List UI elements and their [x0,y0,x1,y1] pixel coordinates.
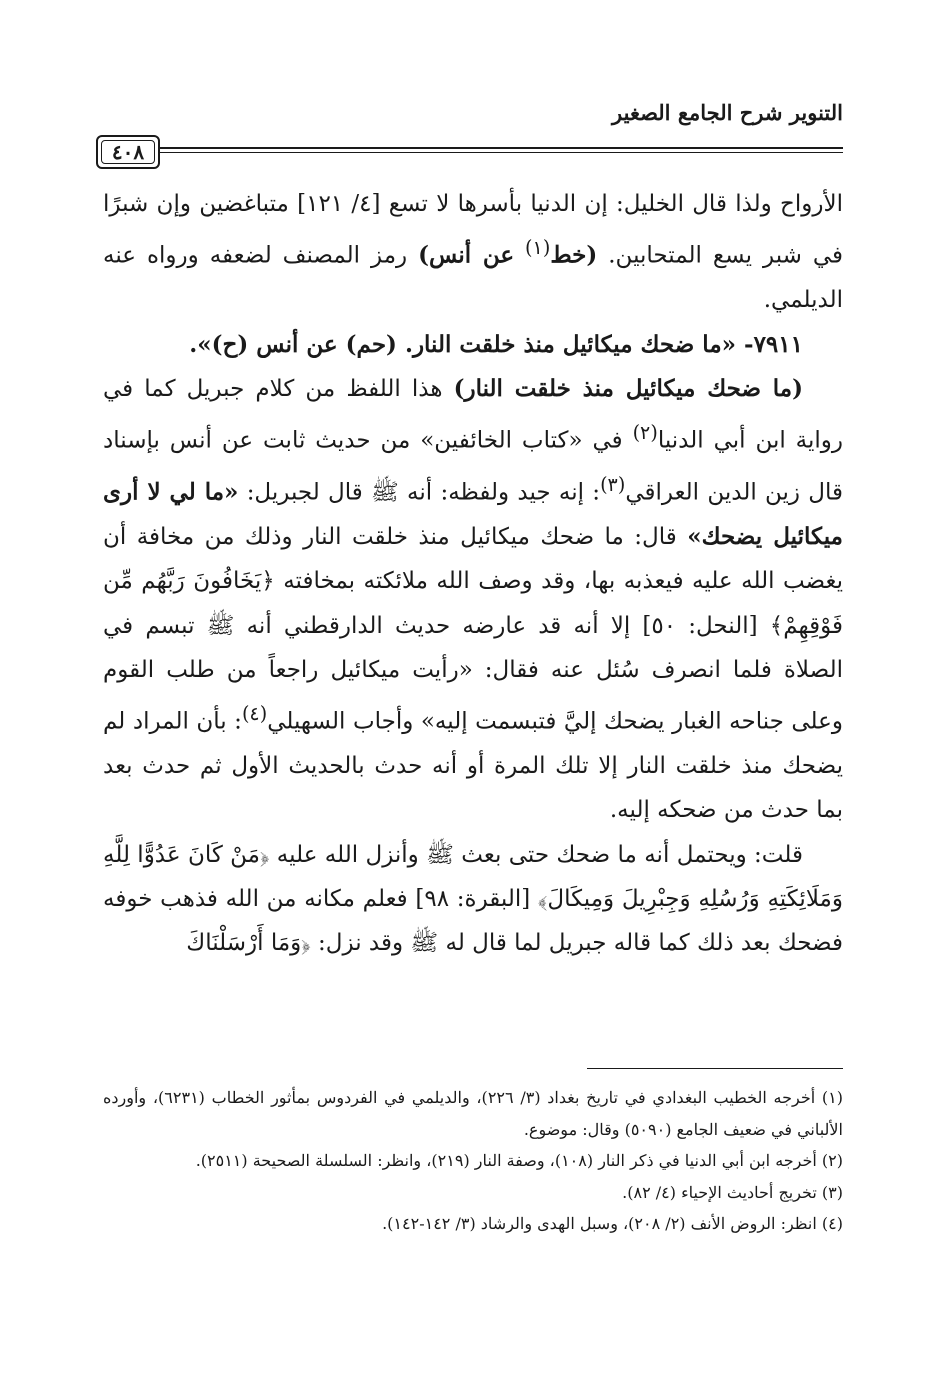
footnote-2: (٢) أخرجه ابن أبي الدنيا في ذكر النار (١٠٨)، وصفة النار (٢١٩)، وانظر: السلسلة الصحيحة (٢٥١١). [195,1151,843,1170]
footnote-4: (٤) انظر: الروض الأنف (٢/ ٢٠٨)، وسبل الهدى والرشاد (٣/ ١٤٢-١٤٢). [382,1214,843,1233]
footnote-ref-4: (٤) [241,702,268,726]
footnote-ref-3: (٣) [600,473,626,497]
footnote-ref-2: (٢) [632,421,658,445]
header-rule-thin [106,152,843,153]
paragraph-3: قلت: ويحتمل أنه ما ضحك حتى بعث ﷺ وأنزل الله عليه ﴿مَنْ كَانَ عَدُوًّا لِلَّهِ وَمَلَائِكَتِهِ وَرُسُلِهِ وَجِبْرِيلَ وَمِيكَالَ﴾ [البقرة: ٩٨] فعلم مكانه من الله فذهب خوفه فضحك بعد ذلك كما قاله جبريل لما قال له ﷺ وقد نزل: ﴿وَمَا أَرْسَلْنَاكَ [103,841,843,957]
footnote-3: (٣) تخريج أحاديث الإحياء (٤/ ٨٢). [622,1182,843,1202]
lemma: (ما ضحك ميكائيل منذ خلقت النار) [453,374,803,402]
footnote-separator [587,1068,843,1069]
page-number: ٤٠٨ [96,135,160,169]
footnote-1: (١) أخرجه الخطيب البغدادي في تاريخ بغداد (٣/ ٢٢٦)، والديلمي في الفردوس بمأثور الخطاب (٦٢٣١)، وأورده الألباني في ضعيف الجامع (٥٠٩٠) وقال: موضوع. [103,1088,844,1139]
source-narrator: عن أنس [429,241,515,269]
quoted-hadith: «ما لي لا أرى ميكائيل يضحك» [103,478,843,551]
running-title: التنوير شرح الجامع الصغير [612,100,843,125]
paragraph-1: الأرواح ولذا قال الخليل: إن الدنيا بأسرها لا تسع [٤/ ١٢١] متباغضين وإن شبرًا في شبر يسع المتحابين. (خط$^{(١)}$ عن أنس) رمز المصنف لضعفه ورواه عنه الديلمي. [103,191,844,314]
source-code: خط [550,241,587,269]
header-rule-thick [106,147,843,149]
footnotes [103,1082,843,1240]
hadith-heading: ٧٩١١- «ما ضحك ميكائيل منذ خلقت النار. (حم) عن أنس (ح)». [189,330,803,358]
paragraph-2: (ما ضحك ميكائيل منذ خلقت النار) هذا اللفظ من كلام جبريل كما في رواية ابن أبي الدنيا$^{(٢)}$ في «كتاب الخائفين» من حديث ثابت عن أنس بإسناد قال زين الدين العراقي$^{(٣)}$: إنه جيد ولفظه: أنه ﷺ قال لجبريل: «ما لي لا أرى ميكائيل يضحك» قال: ما ضحك ميكائيل منذ خلقت النار وذلك من مخافة أن يغضب الله عليه فيعذبه بها، وقد وصف الله ملائكته بمخافته ﴿يَخَافُونَ رَبَّهُم مِّن فَوْقِهِمْ﴾ [النحل: ٥٠] إلا أنه قد عارضه حديث الدارقطني أنه ﷺ تبسم في الصلاة فلما انصرف سُئل عنه فقال: «رأيت ميكائيل راجعاً من طلب القوم وعلى جناحه الغبار يضحك إليَّ فتبسمت إليه» وأجاب السهيلي$^{(٤)}$: بأن المراد لم يضحك منذ خلقت النار إلا تلك المرة أو أنه حدث بالحديث الأول ثم حدث بعد بما حدث من ضحكه إليه. [103,374,843,824]
main-text [103,182,843,966]
footnote-ref-1: (١) [525,236,551,260]
header-rule [106,147,843,155]
